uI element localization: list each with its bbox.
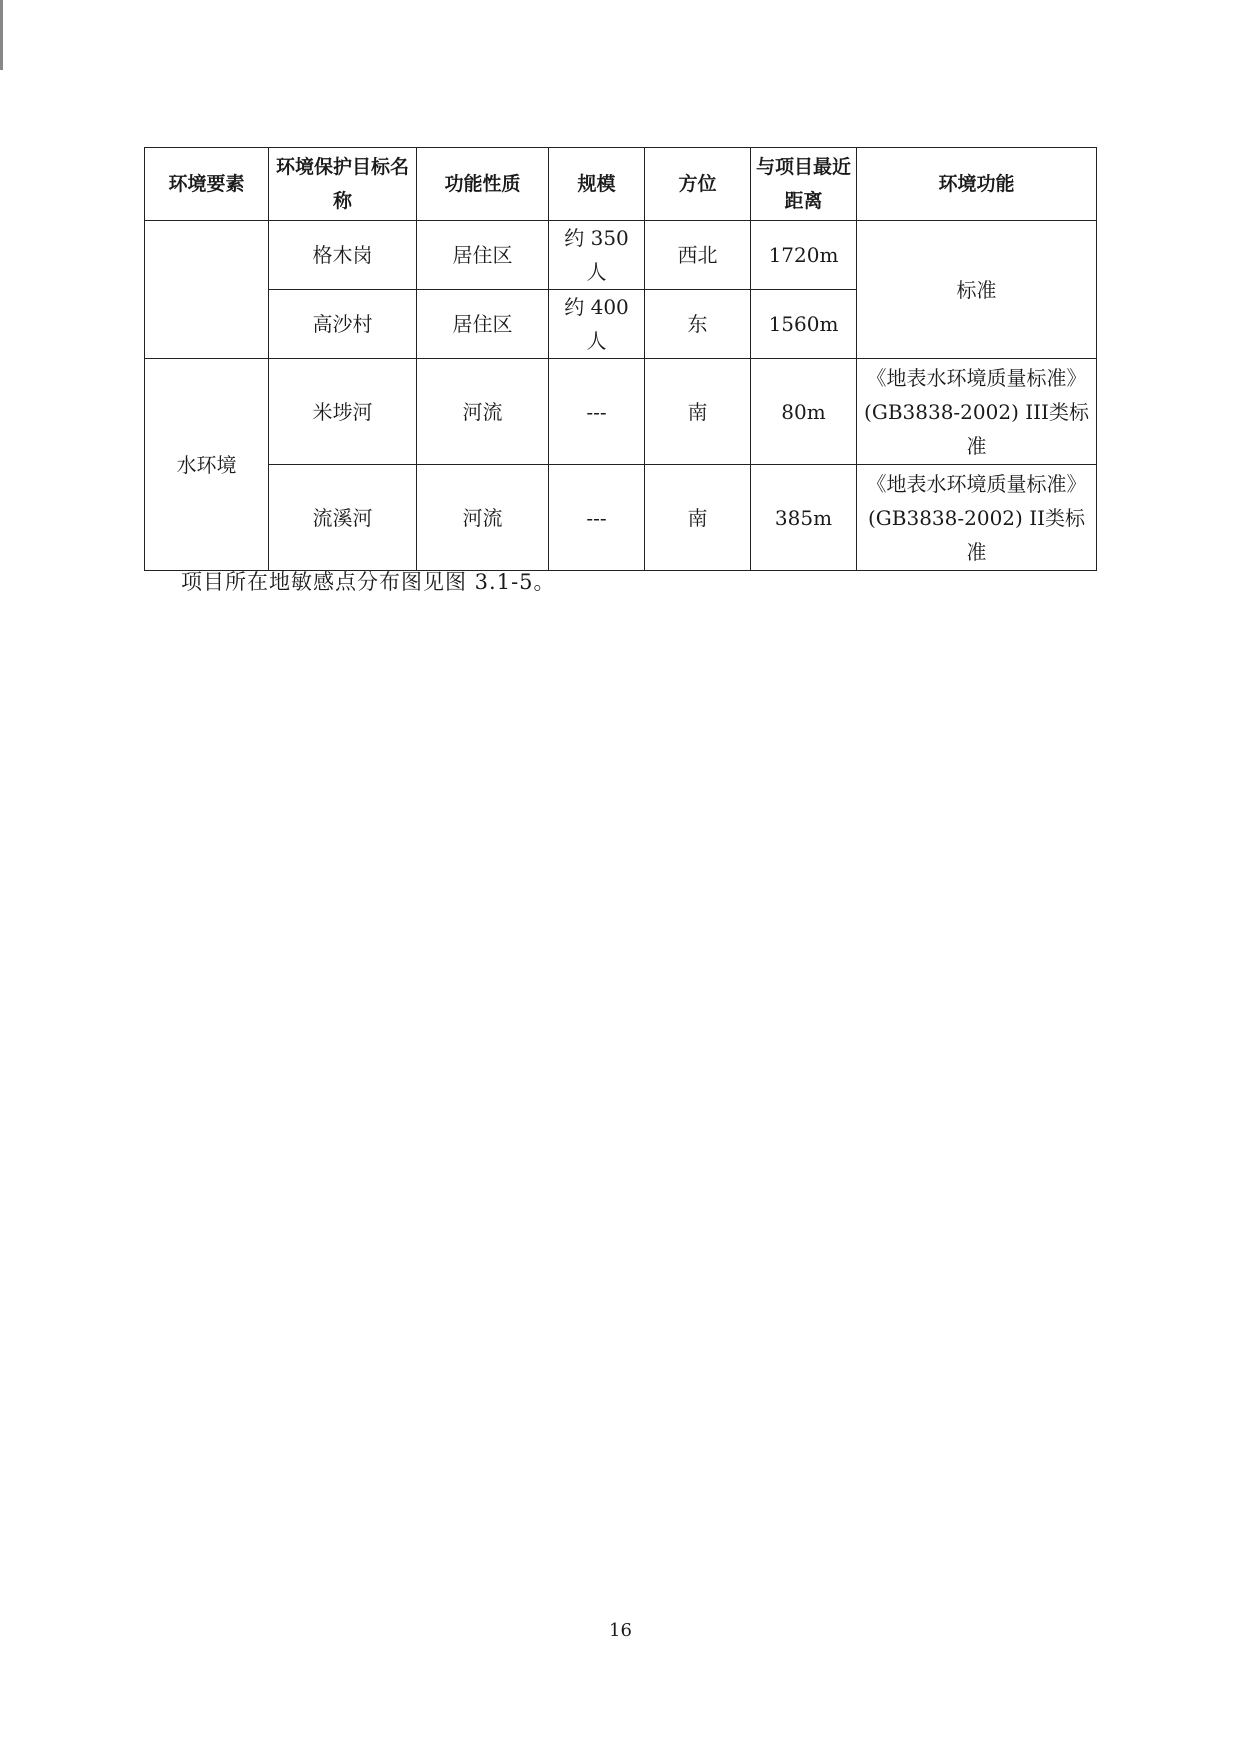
header-target-name: 环境保护目标名称 bbox=[269, 148, 417, 221]
cell-env-function: 《地表水环境质量标准》(GB3838-2002) II类标准 bbox=[857, 465, 1097, 571]
cell-target-name: 流溪河 bbox=[269, 465, 417, 571]
cell-target-name: 高沙村 bbox=[269, 290, 417, 359]
cell-scale: 约 400 人 bbox=[549, 290, 645, 359]
cell-env-element bbox=[145, 221, 269, 359]
scan-edge-mark bbox=[0, 0, 3, 70]
cell-scale: --- bbox=[549, 465, 645, 571]
header-distance: 与项目最近距离 bbox=[751, 148, 857, 221]
cell-direction: 南 bbox=[645, 465, 751, 571]
cell-distance: 80m bbox=[751, 359, 857, 465]
cell-function-type: 居住区 bbox=[417, 290, 549, 359]
cell-scale: 约 350 人 bbox=[549, 221, 645, 290]
cell-direction: 东 bbox=[645, 290, 751, 359]
cell-target-name: 格木岗 bbox=[269, 221, 417, 290]
table-row bbox=[145, 221, 1097, 290]
cell-distance: 1560m bbox=[751, 290, 857, 359]
cell-function-type: 河流 bbox=[417, 465, 549, 571]
cell-env-function: 标准 bbox=[857, 221, 1097, 359]
header-function-type: 功能性质 bbox=[417, 148, 549, 221]
page-number: 16 bbox=[609, 1620, 632, 1641]
table-row bbox=[145, 359, 1097, 465]
cell-target-name: 米埗河 bbox=[269, 359, 417, 465]
table-row bbox=[145, 465, 1097, 571]
cell-distance: 385m bbox=[751, 465, 857, 571]
cell-direction: 南 bbox=[645, 359, 751, 465]
environment-protection-table bbox=[144, 147, 1097, 571]
table-header-row bbox=[145, 148, 1097, 221]
cell-function-type: 河流 bbox=[417, 359, 549, 465]
cell-function-type: 居住区 bbox=[417, 221, 549, 290]
header-direction: 方位 bbox=[645, 148, 751, 221]
header-env-element: 环境要素 bbox=[145, 148, 269, 221]
cell-direction: 西北 bbox=[645, 221, 751, 290]
cell-scale: --- bbox=[549, 359, 645, 465]
header-env-function: 环境功能 bbox=[857, 148, 1097, 221]
header-scale: 规模 bbox=[549, 148, 645, 221]
figure-reference-text: 项目所在地敏感点分布图见图 3.1-5。 bbox=[181, 570, 556, 594]
cell-distance: 1720m bbox=[751, 221, 857, 290]
cell-env-function: 《地表水环境质量标准》(GB3838-2002) III类标准 bbox=[857, 359, 1097, 465]
cell-env-element: 水环境 bbox=[145, 359, 269, 571]
